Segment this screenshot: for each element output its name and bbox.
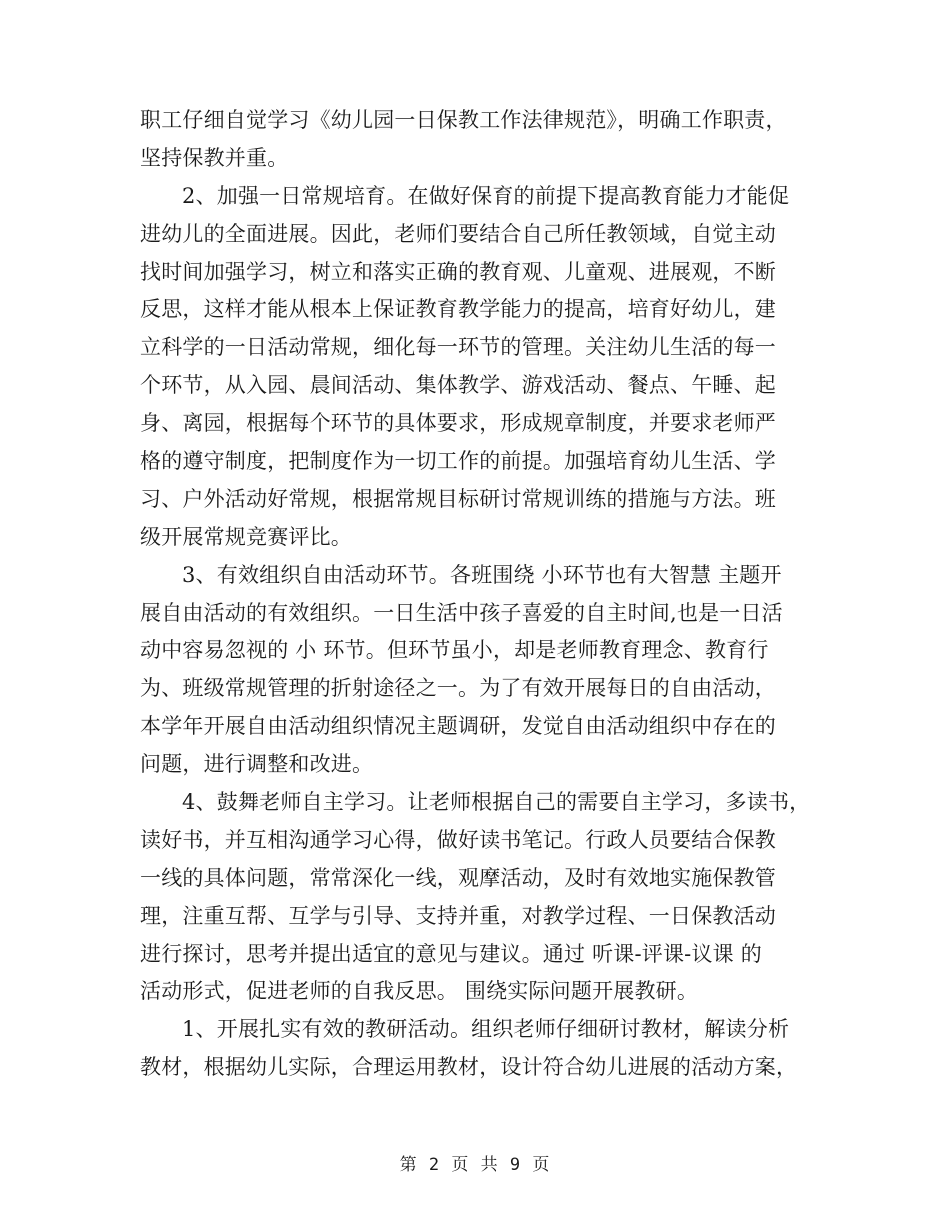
- document-body: [140, 102, 820, 1087]
- text-line: 级开展常规竞赛评比。: [140, 524, 352, 549]
- text-line: 理，注重互帮、互学与引导、支持并重，对教学过程、一日保教活动: [140, 903, 776, 928]
- text-line: 教材，根据幼儿实际，合理运用教材，设计符合幼儿进展的活动方案，: [140, 1055, 798, 1080]
- text-line: 展自由活动的有效组织。一日生活中孩子喜爱的自主时间,也是一日活: [140, 600, 783, 625]
- text-line: 读好书，并互相沟通学习心得，做好读书笔记。行政人员要结合保教: [140, 827, 776, 852]
- text-line: 进幼儿的全面进展。因此，老师们要结合自己所任教领域，自觉主动: [140, 221, 776, 246]
- text-line: 动中容易忽视的 小 环节。但环节虽小，却是老师教育理念、教育行: [140, 638, 769, 663]
- text-line: 个环节，从入园、晨间活动、集体教学、游戏活动、餐点、午睡、起: [140, 373, 776, 398]
- text-line: 身、离园，根据每个环节的具体要求，形成规章制度，并要求老师严: [140, 411, 776, 436]
- text-line: 一线的具体问题，常常深化一线，观摩活动，及时有效地实施保教管: [140, 865, 776, 890]
- text-line: 格的遵守制度，把制度作为一切工作的前提。加强培育幼儿生活、学: [140, 449, 776, 474]
- text-line: 本学年开展自由活动组织情况主题调研，发觉自由活动组织中存在的: [140, 714, 776, 739]
- text-line: 习、户外活动好常规，根据常规目标研讨常规训练的措施与方法。班: [140, 486, 776, 511]
- text-line: 问题，进行调整和改进。: [140, 752, 374, 777]
- text-line: 职工仔细自觉学习《幼儿园一日保教工作法律规范》，明确工作职责，: [140, 108, 787, 132]
- text-line: 立科学的一日活动常规，细化每一环节的管理。关注幼儿生活的每一: [140, 335, 776, 360]
- paragraph-start-line: 4、鼓舞老师自主学习。让老师根据自己的需要自主学习，多读书，: [182, 790, 811, 815]
- text-line: 反思，这样才能从根本上保证教育教学能力的提高，培育好幼儿，建: [140, 297, 776, 322]
- text-line: 为、班级常规管理的折射途径之一。为了有效开展每日的自由活动，: [140, 676, 776, 701]
- text-line: 进行探讨，思考并提出适宜的意见与建议。通过 听课-评课-议课 的: [140, 941, 762, 966]
- paragraph-start-line: 2、加强一日常规培育。在做好保育的前提下提高教育能力才能促: [182, 183, 790, 208]
- text-line: 坚持保教并重。: [140, 145, 289, 170]
- paragraph-start-line: 1、开展扎实有效的教研活动。组织老师仔细研讨教材，解读分析: [182, 1017, 790, 1042]
- page-footer: 第 2 页 共 9 页: [399, 1155, 551, 1175]
- text-line: 活动形式，促进老师的自我反思。 围绕实际问题开展教研。: [140, 979, 699, 1004]
- paragraph-start-line: 3、有效组织自由活动环节。各班围绕 小环节也有大智慧 主题开: [182, 562, 782, 587]
- text-line: 找时间加强学习，树立和落实正确的教育观、儿童观、进展观，不断: [140, 259, 776, 284]
